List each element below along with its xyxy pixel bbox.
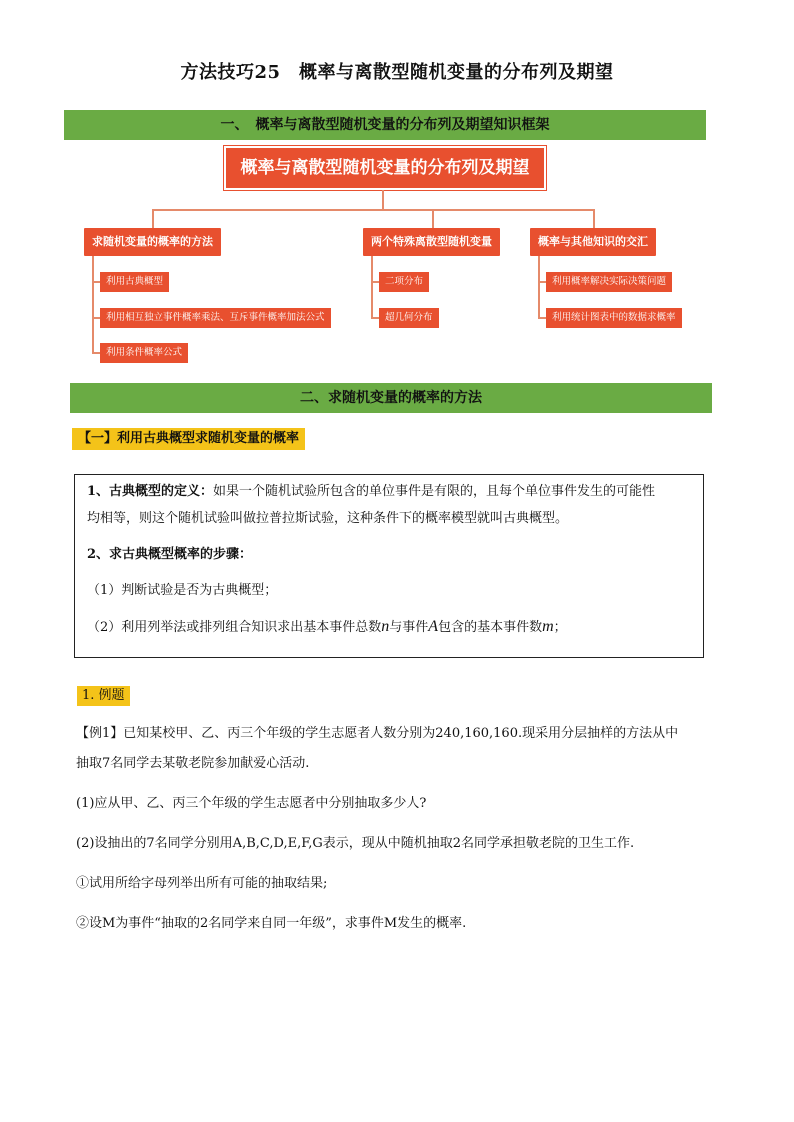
connector-line <box>371 256 373 318</box>
example-question-2: (2)设抽出的7名同学分别用A,B,C,D,E,F,G表示，现从中随机抽取2名同学承担敬老院的卫生工作. <box>76 836 635 851</box>
step-2-text: 与事件 <box>389 620 429 635</box>
connector-line <box>538 317 546 319</box>
step-2-text: （2）利用列举法或排列组合知识求出基本事件总数 <box>87 620 382 635</box>
document-title: 方法技巧25 概率与离散型随机变量的分布列及期望 <box>180 62 614 83</box>
variable-m: m <box>542 618 554 635</box>
step-2-text: 包含的基本事件数 <box>438 620 543 635</box>
section-heading-framework: 一、 概率与离散型随机变量的分布列及期望知识框架 <box>64 110 706 140</box>
connector-line <box>92 352 100 354</box>
mind-map-leaf: 超几何分布 <box>379 308 439 328</box>
steps-title: 2、求古典概型概率的步骤： <box>87 547 253 562</box>
step-1: （1）判断试验是否为古典概型； <box>87 583 278 598</box>
mind-map-leaf: 利用条件概率公式 <box>100 343 188 363</box>
connector-line <box>92 256 94 353</box>
mind-map-leaf: 利用统计图表中的数据求概率 <box>546 308 682 328</box>
variable-A: A <box>428 618 439 635</box>
definition-title: 1、古典概型的定义： <box>87 484 214 499</box>
connector-line <box>371 281 379 283</box>
mind-map-leaf: 二项分布 <box>379 272 429 292</box>
example-text: 抽取7名同学去某敬老院参加献爱心活动. <box>76 756 310 771</box>
connector-line <box>92 281 100 283</box>
connector-line <box>432 209 434 228</box>
variable-n: n <box>381 618 390 635</box>
definition-line <box>87 478 691 505</box>
mind-map-root: 概率与离散型随机变量的分布列及期望 <box>224 146 546 190</box>
mind-map-branch-methods: 求随机变量的概率的方法 <box>84 228 221 256</box>
definition-text: 如果一个随机试验所包含的单位事件是有限的，且每个单位事件发生的可能性 <box>213 484 656 499</box>
example-question-2-1: ①试用所给字母列举出所有可能的抽取结果; <box>76 876 328 891</box>
step-2 <box>87 613 691 641</box>
section-heading-methods: 二、求随机变量的概率的方法 <box>70 383 712 413</box>
definition-line: 均相等，则这个随机试验叫做拉普拉斯试验，这种条件下的概率模型就叫古典概型。 <box>87 511 569 526</box>
connector-line <box>152 209 594 211</box>
mind-map-branch-intersections: 概率与其他知识的交汇 <box>530 228 656 256</box>
example-text: 【例1】已知某校甲、乙、丙三个年级的学生志愿者人数分别为240,160,160.现采用分层抽样的方法从中 <box>76 726 679 741</box>
mind-map-branch-special-variables: 两个特殊离散型随机变量 <box>363 228 500 256</box>
connector-line <box>152 209 154 228</box>
connector-line <box>593 209 595 228</box>
connector-line <box>538 281 546 283</box>
example-question-2-2: ②设M为事件“抽取的2名同学来自同一年级”，求事件M发生的概率. <box>76 916 467 931</box>
connector-line <box>92 317 100 319</box>
definition-box <box>74 474 704 658</box>
example-question-1: (1)应从甲、乙、丙三个年级的学生志愿者中分别抽取多少人? <box>76 796 427 811</box>
mind-map-leaf: 利用概率解决实际决策问题 <box>546 272 672 292</box>
mind-map-leaf: 利用相互独立事件概率乘法、互斥事件概率加法公式 <box>100 308 331 328</box>
connector-line <box>371 317 379 319</box>
subsection-label: 【一】利用古典概型求随机变量的概率 <box>72 428 305 450</box>
step-2-text: ； <box>553 620 567 635</box>
example-heading: 1. 例题 <box>77 686 130 706</box>
connector-line <box>538 256 540 318</box>
mind-map-leaf: 利用古典概型 <box>100 272 169 292</box>
connector-line <box>382 190 384 210</box>
